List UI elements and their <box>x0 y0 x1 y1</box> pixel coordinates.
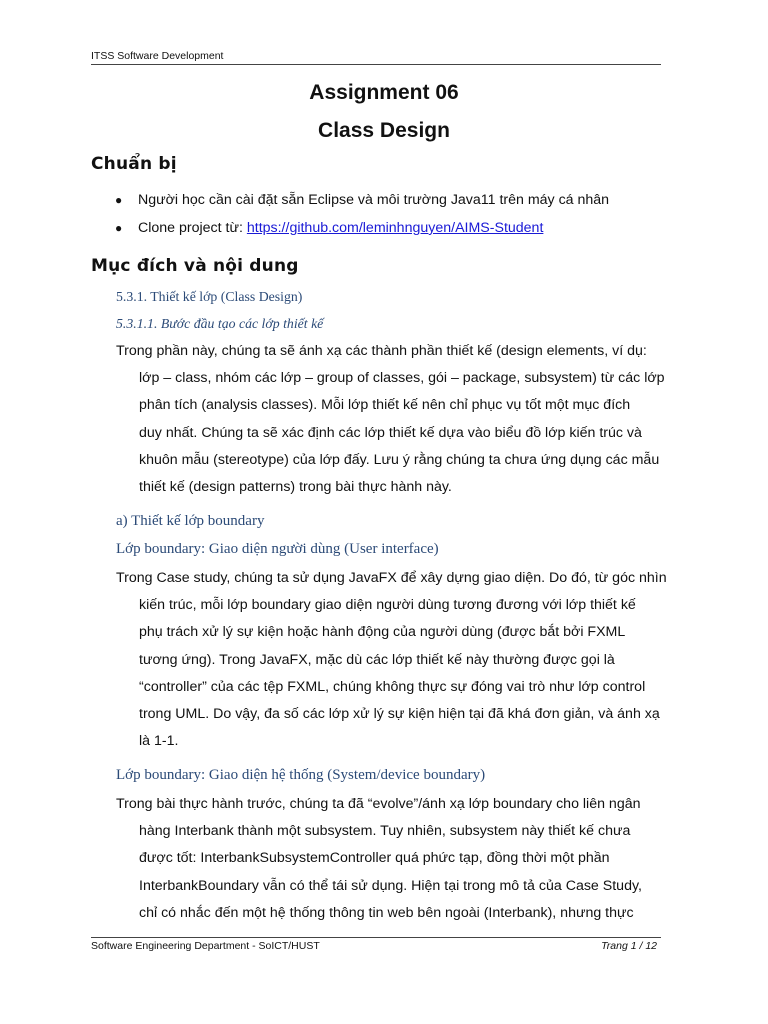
footer-department: Software Engineering Department - SoICT/HUST <box>91 940 320 952</box>
paragraph-line: phụ trách xử lý sự kiện hoặc hành động của người dùng (được bắt bởi FXML <box>139 624 626 641</box>
paragraph-ui-boundary <box>116 565 698 755</box>
heading-system-boundary: Lớp boundary: Giao diện hệ thống (System/device boundary) <box>116 767 486 783</box>
paragraph-line: InterbankBoundary vẫn có thể tái sử dụng. Hiện tại trong mô tả của Case Study, <box>139 877 642 894</box>
subsection-heading: 5.3.1. Thiết kế lớp (Class Design) <box>116 289 303 304</box>
paragraph-line: chỉ có nhắc đến một hệ thống thông tin web bên ngoài (Interbank), nhưng thực <box>139 904 634 921</box>
paragraph-line: Trong phần này, chúng ta sẽ ánh xạ các thành phần thiết kế (design elements, ví dụ: <box>116 343 647 359</box>
paragraph-line: khuôn mẫu (stereotype) của lớp đấy. Lưu ý rằng chúng ta chưa ứng dụng các mẫu <box>139 451 660 468</box>
paragraph-line: “controller” của các tệp FXML, chúng không thực sự đóng vai trò như lớp control <box>139 678 646 695</box>
document-title: Assignment 06 <box>309 81 459 104</box>
list-item <box>115 186 698 214</box>
paragraph-line: tương ứng). Trong JavaFX, mặc dù các lớp thiết kế này thường được gọi là <box>139 651 615 668</box>
bullet-icon: ● <box>115 221 123 235</box>
github-link[interactable]: https://github.com/leminhnguyen/AIMS-Student <box>246 220 544 236</box>
prep-bullet-list <box>115 186 698 242</box>
paragraph-line: kiến trúc, mỗi lớp boundary giao diện người dùng tương đương với lớp thiết kế <box>139 597 636 614</box>
paragraph-line: Trong Case study, chúng ta sử dụng JavaFX để xây dựng giao diện. Do đó, từ góc nhìn <box>116 570 667 586</box>
paragraph-line: thiết kế (design patterns) trong bài thực hành này. <box>139 479 452 496</box>
subsubsection-heading: 5.3.1.1. Bước đầu tạo các lớp thiết kế <box>116 316 324 331</box>
bullet-text: Clone project từ: <box>138 220 247 236</box>
paragraph-line: hàng Interbank thành một subsystem. Tuy nhiên, subsystem này thiết kế chưa <box>139 823 631 840</box>
page-footer <box>91 937 661 952</box>
paragraph-line: duy nhất. Chúng ta sẽ xác định các lớp thiết kế dựa vào biểu đồ lớp kiến trúc và <box>139 424 642 441</box>
paragraph-line: là 1-1. <box>139 733 179 750</box>
heading-boundary-design: a) Thiết kế lớp boundary <box>116 513 265 529</box>
paragraph-intro <box>116 338 698 501</box>
paragraph-line: Trong bài thực hành trước, chúng ta đã “evolve”/ánh xạ lớp boundary cho liên ngân <box>116 796 641 812</box>
document-subtitle: Class Design <box>318 119 450 142</box>
list-item <box>115 214 698 242</box>
running-header: ITSS Software Development <box>91 50 661 65</box>
page-number: Trang 1 / 12 <box>601 940 657 952</box>
bullet-icon: ● <box>115 193 123 207</box>
paragraph-line: phân tích (analysis classes). Mỗi lớp thiết kế nên chỉ phục vụ tốt một mục đích <box>139 397 631 414</box>
paragraph-line: trong UML. Do vậy, đa số các lớp xử lý sự kiện hiện tại đã khá đơn giản, và ánh xạ <box>139 706 660 723</box>
paragraph-line: được tốt: InterbankSubsystemController quá phức tạp, đồng thời một phần <box>139 850 610 867</box>
paragraph-system-boundary <box>116 791 698 927</box>
section-heading-prep: Chuẩn bị <box>91 154 177 174</box>
heading-ui-boundary: Lớp boundary: Giao diện người dùng (User interface) <box>116 541 439 557</box>
bullet-text: Người học cần cài đặt sẵn Eclipse và môi trường Java11 trên máy cá nhân <box>138 192 610 208</box>
section-heading-purpose: Mục đích và nội dung <box>91 256 299 276</box>
paragraph-line: lớp – class, nhóm các lớp – group of classes, gói – package, subsystem) từ các lớp <box>139 370 665 387</box>
